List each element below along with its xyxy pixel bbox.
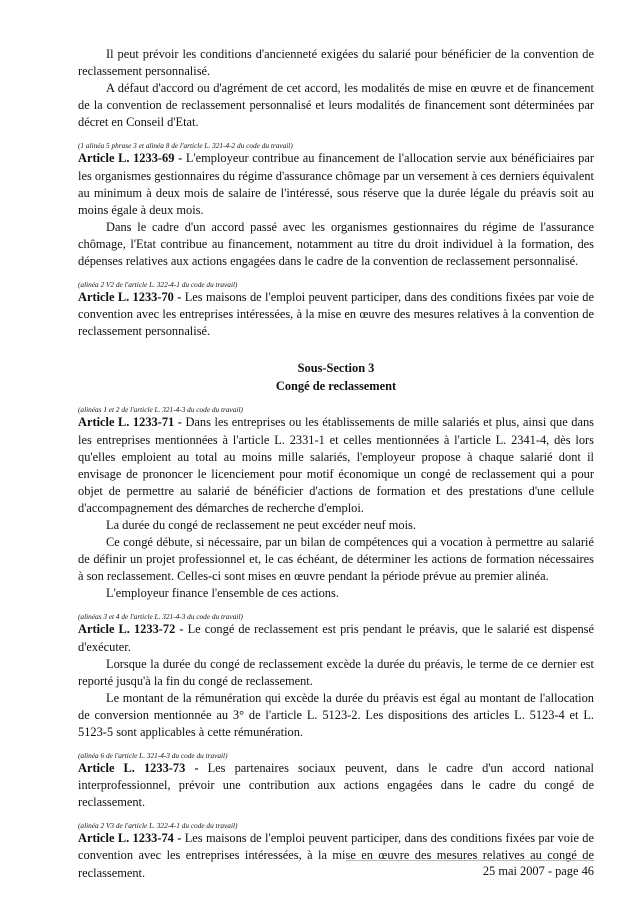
article-1233-70 (78, 289, 594, 340)
article-1233-73 (78, 760, 594, 811)
paragraph: Lorsque la durée du congé de reclassement excède la durée du préavis, le terme de ce dernier est reporté jusqu'à la fin du congé de reclassement. (78, 656, 594, 688)
article-text: Les partenaires sociaux peuvent, dans le cadre d'un accord national interprofessionnel, prévoir une contribution aux actions engagées dans le cadre du congé de reclassement. (78, 761, 595, 810)
section-number: Sous-Section 3 (297, 361, 375, 376)
article-text: Le congé de reclassement est pris pendant le préavis, que le salarié est dispensé d'exécuter. (78, 622, 594, 654)
article-text: Dans les entreprises ou les établissements de mille salariés et plus, ainsi que dans les entreprises mentionnées à l'article L. 2331-1 et celles mentionnées à l'article L. 2341-4, dès lors qu'elles emploient au total au moins mille salariés, l'employeur propose à chaque salarié dont il envisage de prononcer le licenciement pour motif économique un congé de reclassement qui a pour objet de permettre au salarié de bénéficier d'actions de formation et des prestations d'une cellule d'accompagnement des démarches de recherche d'emploi. (78, 415, 594, 515)
paragraph: A défaut d'accord ou d'agrément de cet accord, les modalités de mise en œuvre et de financement de la convention de reclassement personnalisé et leurs modalités de financement sont déterminées par décret en Conseil d'Etat. (78, 81, 594, 130)
paragraph: Il peut prévoir les conditions d'ancienneté exigées du salarié pour bénéficier de la convention de reclassement personnalisé. (78, 47, 594, 79)
article-text: Les maisons de l'emploi peuvent participer, dans des conditions fixées par voie de convention avec les entreprises intéressées, à la mise en œuvre des mesures relatives au congé de reclassement. (78, 831, 595, 880)
paragraph: Ce congé débute, si nécessaire, par un bilan de compétences qui a vocation à permettre au salarié de définir un projet professionnel et, le cas échéant, de déterminer les actions de formation nécessaires à son reclassement. Celles-ci sont mises en œuvre pendant la période prévue au premier alinéa. (78, 535, 594, 584)
footer-divider (346, 860, 594, 861)
source-reference: (alinéa 2 V3 de l'article L. 322-4-1 du code du travail) (78, 821, 238, 831)
article-text: L'employeur contribue au financement de l'allocation servie aux bénéficiaires par les organismes gestionnaires du régime d'assurance chômage par un versement à ces derniers équivalent au minimum à deux mois de salaire de l'intéressé, sous réserve que la durée légale du préavis soit au moins égale à deux mois. (78, 151, 595, 217)
source-reference: (alinéa 6 de l'article L. 321-4-3 du code du travail) (78, 751, 228, 761)
article-title: Article L. 1233-69 - (78, 151, 183, 166)
paragraph: La durée du congé de reclassement ne peut excéder neuf mois. (106, 517, 416, 532)
article-title: Article L. 1233-73 - (78, 761, 199, 776)
article-1233-69 (78, 150, 594, 218)
article-title: Article L. 1233-71 - (78, 415, 182, 430)
section-heading (78, 360, 594, 395)
article-title: Article L. 1233-72 - (78, 622, 184, 637)
source-reference: (alinéas 1 et 2 de l'article L. 321-4-3 du code du travail) (78, 405, 243, 415)
page-footer: 25 mai 2007 - page 46 (482, 864, 594, 878)
section-title: Congé de reclassement (275, 378, 397, 393)
paragraph: Le montant de la rémunération qui excède la durée du préavis est égal au montant de l'allocation de conversion mentionnée au 3° de l'article L. 5123-2. Les dispositions des articles L. 5123-4 et L. 5123-5 sont applicables à cette rémunération. (78, 690, 594, 739)
article-text: Les maisons de l'emploi peuvent participer, dans des conditions fixées par voie de convention avec les entreprises intéressées, à la mise en œuvre des mesures relatives à la convention de reclassement personnalisé. (78, 290, 595, 339)
paragraph: L'employeur finance l'ensemble de ces actions. (106, 586, 339, 601)
source-reference: (1 alinéa 5 phrase 3 et alinéa 8 de l'article L. 321-4-2 du code du travail) (78, 141, 293, 151)
source-reference: (alinéa 2 V2 de l'article L. 322-4-1 du code du travail) (78, 280, 238, 290)
article-title: Article L. 1233-70 - (78, 290, 182, 305)
paragraph: Dans le cadre d'un accord passé avec les organismes gestionnaires du régime de l'assurance chômage, l'Etat contribue au financement, notamment au titre du droit individuel à la formation, des dépenses relatives aux actions engagées dans le cadre de la convention de reclassement personnalisé. (78, 219, 594, 269)
article-title: Article L. 1233-74 - (78, 831, 182, 846)
article-1233-72 (78, 621, 594, 655)
source-reference: (alinéas 3 et 4 de l'article L. 321-4-3 du code du travail) (78, 612, 243, 622)
article-1233-71 (78, 414, 594, 517)
